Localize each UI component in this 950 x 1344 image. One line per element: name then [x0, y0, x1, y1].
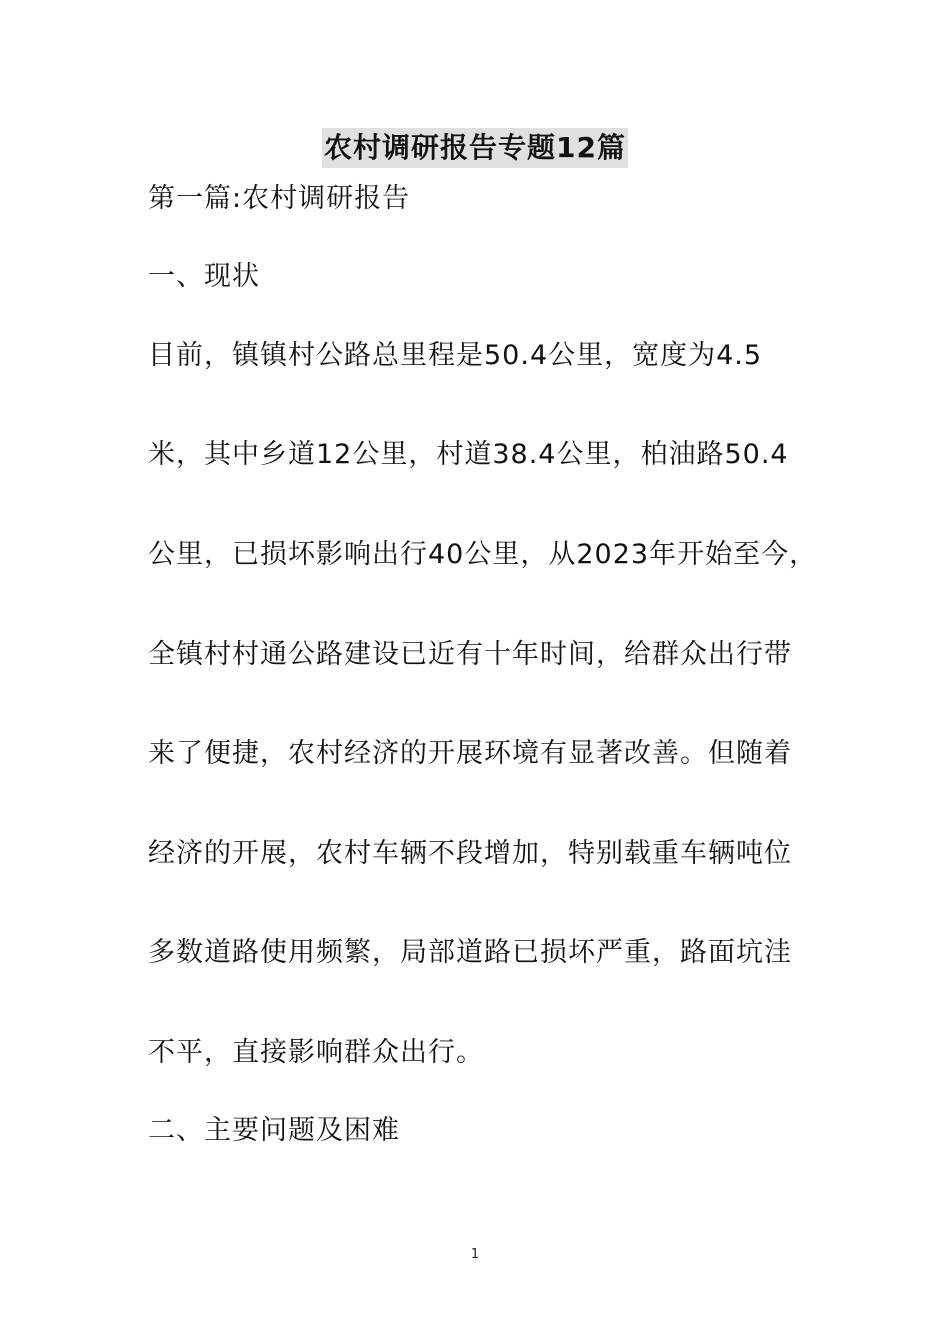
- document-title: 农村调研报告专题12篇: [322, 128, 628, 168]
- body-line: 公里，已损坏影响出行40公里，从2023年开始至今，: [148, 539, 818, 570]
- body-line: 全镇村村通公路建设已近有十年时间，给群众出行带: [148, 639, 792, 670]
- body-line: 经济的开展，农村车辆不段增加，特别载重车辆吨位: [148, 838, 792, 869]
- body-line: 不平，直接影响群众出行。: [148, 1037, 484, 1068]
- body-line: 米，其中乡道12公里，村道38.4公里，柏油路50.4: [148, 439, 789, 470]
- title-wrap: [0, 128, 950, 168]
- body-line: 来了便捷，农村经济的开展环境有显著改善。但随着: [148, 738, 792, 769]
- subsection-heading: 二、主要问题及困难: [148, 1115, 400, 1146]
- page-number: 1: [470, 1247, 480, 1262]
- body-line: 多数道路使用频繁，局部道路已损坏严重，路面坑洼: [148, 937, 792, 968]
- subsection-heading: 一、现状: [148, 261, 260, 292]
- body-line: 目前，镇镇村公路总里程是50.4公里，宽度为4.5: [148, 340, 763, 371]
- section-heading: 第一篇:农村调研报告: [148, 183, 411, 214]
